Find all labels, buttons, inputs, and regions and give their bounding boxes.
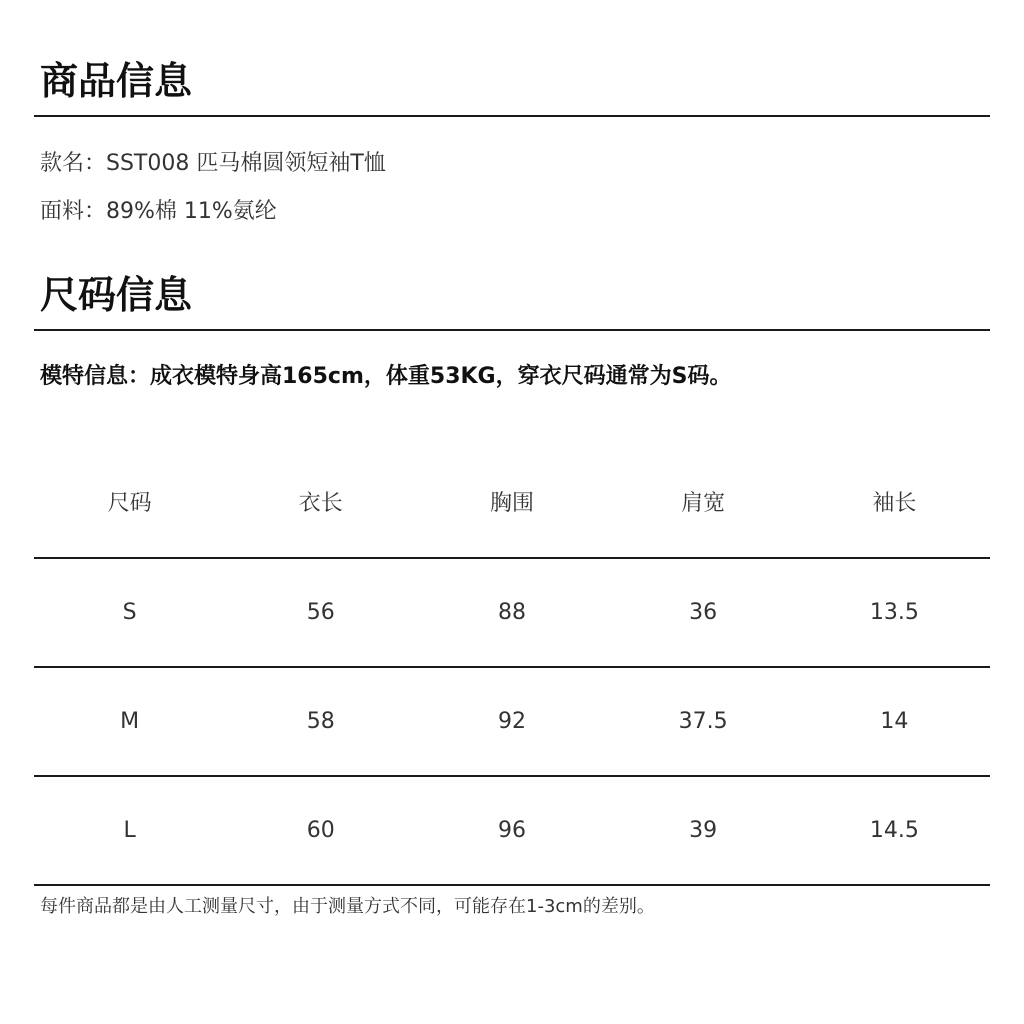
size-table: [34, 450, 990, 885]
length-cell: 60: [306, 817, 335, 843]
shoulder-cell: 39: [689, 817, 718, 843]
sleeve-cell: 14: [880, 708, 909, 734]
size-cell: S: [122, 599, 137, 625]
size-cell: M: [120, 708, 140, 734]
table-row: [34, 776, 990, 885]
header-cell-size: 尺码: [107, 491, 152, 516]
sleeve-cell: 13.5: [869, 599, 919, 625]
header-cell-sleeve: 袖长: [872, 491, 917, 516]
length-cell: 56: [306, 599, 335, 625]
header-cell-chest: 胸围: [489, 491, 534, 516]
measurement-footnote: 每件商品都是由人工测量尺寸，由于测量方式不同，可能存在1-3cm的差别。: [40, 896, 655, 917]
size-info-divider: [34, 329, 990, 331]
product-info-heading: 商品信息: [40, 59, 193, 103]
table-row: [34, 667, 990, 776]
header-cell-shoulder: 肩宽: [681, 491, 726, 516]
size-table-header-row: [34, 450, 990, 558]
chest-cell: 96: [497, 817, 526, 843]
table-row-divider: [34, 884, 990, 886]
chest-cell: 88: [497, 599, 526, 625]
sleeve-cell: 14.5: [869, 817, 919, 843]
style-name-line: 款名：SST008 匹马棉圆领短袖T恤: [40, 151, 386, 176]
product-info-divider: [34, 115, 990, 117]
header-cell-length: 衣长: [298, 491, 343, 516]
size-cell: L: [123, 817, 136, 843]
table-row: [34, 558, 990, 667]
chest-cell: 92: [497, 708, 526, 734]
shoulder-cell: 36: [689, 599, 718, 625]
length-cell: 58: [306, 708, 335, 734]
size-info-heading: 尺码信息: [40, 273, 193, 317]
model-info-line: 模特信息：成衣模特身高165cm，体重53KG，穿衣尺码通常为S码。: [40, 364, 732, 389]
fabric-line: 面料：89%棉 11%氨纶: [40, 199, 277, 224]
shoulder-cell: 37.5: [678, 708, 728, 734]
